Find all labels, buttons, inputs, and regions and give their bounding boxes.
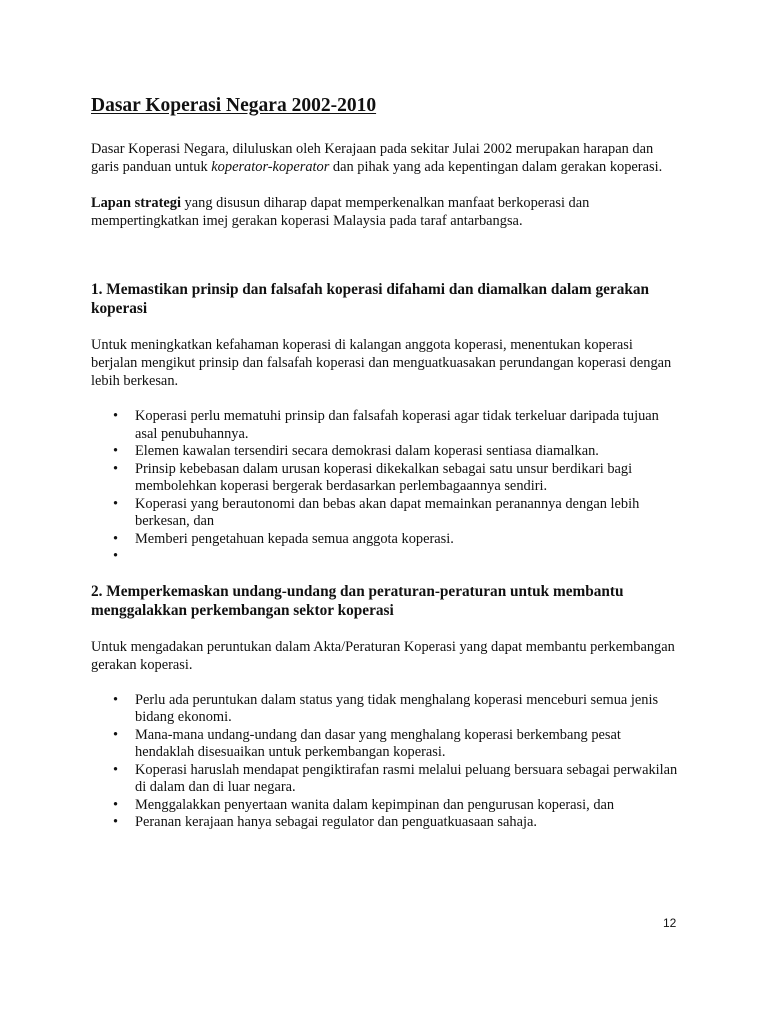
list-item-text: Perlu ada peruntukan dalam status yang tidak menghalang koperasi menceburi semua jenis bidang ekonomi. xyxy=(135,691,659,726)
section-1-paragraph: Untuk meningkatkan kefahaman koperasi di kalangan anggota koperasi, menentukan koperasi berjalan mengikut prinsip dan falsafah koperasi dan menguatkuasakan perundangan koperasi dengan lebih berkesan. xyxy=(91,337,672,390)
list-item-text: Koperasi perlu mematuhi prinsip dan falsafah koperasi agar tidak terkeluar daripada tujuan asal penubuhannya. xyxy=(135,408,659,442)
list-item-text: Mana-mana undang-undang dan dasar yang menghalang koperasi berkembang pesat hendaklah disesuaikan untuk perkembangan koperasi. xyxy=(135,726,621,761)
bullet-icon: • xyxy=(113,761,119,778)
section-2-bullet-list xyxy=(91,692,681,832)
page-title: Dasar Koperasi Negara 2002-2010 xyxy=(91,95,377,116)
list-item xyxy=(91,496,681,531)
list-item xyxy=(91,762,681,797)
section-1-bullet-list xyxy=(91,408,681,566)
section-2-heading: 2. Memperkemaskan undang-undang dan peraturan-peraturan untuk membantu menggalakkan perkembangan sektor koperasi xyxy=(91,582,624,619)
list-item-text: Memberi pengetahuan kepada semua anggota koperasi. xyxy=(135,530,454,547)
list-item-text: Prinsip kebebasan dalam urusan koperasi dikekalkan sebagai satu unsur berdikari bagi membolehkan koperasi bergerak berdasarkan perlembagaannya sendiri. xyxy=(135,460,633,495)
intro-italic-term: koperator-koperator xyxy=(211,159,330,176)
bullet-icon: • xyxy=(113,530,119,547)
strategy-text: yang disusun diharap dapat memperkenalkan manfaat berkoperasi dan mempertingkatkan imej gerakan koperasi Malaysia pada taraf antarbangsa. xyxy=(91,195,590,230)
intro-text-start: Dasar Koperasi Negara, diluluskan oleh Kerajaan pada sekitar Julai 2002 merupakan harapan dan garis panduan untuk xyxy=(91,141,654,176)
intro-paragraph xyxy=(91,140,681,176)
list-item-empty xyxy=(91,548,681,566)
list-item-text: Menggalakkan penyertaan wanita dalam kepimpinan dan pengurusan koperasi, dan xyxy=(135,796,615,813)
list-item xyxy=(91,814,681,832)
list-item-text: Peranan kerajaan hanya sebagai regulator dan penguatkuasaan sahaja. xyxy=(135,814,537,831)
list-item xyxy=(91,408,681,443)
list-item xyxy=(91,443,681,461)
page-number: 12 xyxy=(663,916,677,930)
intro-text-end: dan pihak yang ada kepentingan dalam gerakan koperasi. xyxy=(329,159,663,176)
bullet-icon: • xyxy=(113,460,119,477)
bullet-icon: • xyxy=(113,408,119,425)
bullet-icon: • xyxy=(113,691,119,708)
list-item xyxy=(91,692,681,727)
strategy-bold-term: Lapan strategi xyxy=(91,195,181,212)
bullet-icon: • xyxy=(113,726,119,743)
bullet-icon: • xyxy=(113,796,119,813)
list-item xyxy=(91,727,681,762)
bullet-icon: • xyxy=(113,548,119,565)
list-item-text: Elemen kawalan tersendiri secara demokrasi dalam koperasi sentiasa diamalkan. xyxy=(135,443,599,460)
section-1-heading: 1. Memastikan prinsip dan falsafah koperasi difahami dan diamalkan dalam gerakan koperasi xyxy=(91,281,650,318)
list-item xyxy=(91,797,681,815)
section-2-paragraph: Untuk mengadakan peruntukan dalam Akta/Peraturan Koperasi yang dapat membantu perkembangan gerakan koperasi. xyxy=(91,638,675,673)
list-item xyxy=(91,531,681,549)
strategy-paragraph xyxy=(91,194,681,230)
bullet-icon: • xyxy=(113,443,119,460)
bullet-icon: • xyxy=(113,814,119,831)
list-item xyxy=(91,461,681,496)
list-item-text: Koperasi yang berautonomi dan bebas akan dapat memainkan peranannya dengan lebih berkesan, dan xyxy=(135,495,640,530)
list-item-text: Koperasi haruslah mendapat pengiktirafan rasmi melalui peluang bersuara sebagai perwakilan di dalam dan di luar negara. xyxy=(135,761,678,796)
document-body xyxy=(91,94,681,832)
bullet-icon: • xyxy=(113,495,119,512)
